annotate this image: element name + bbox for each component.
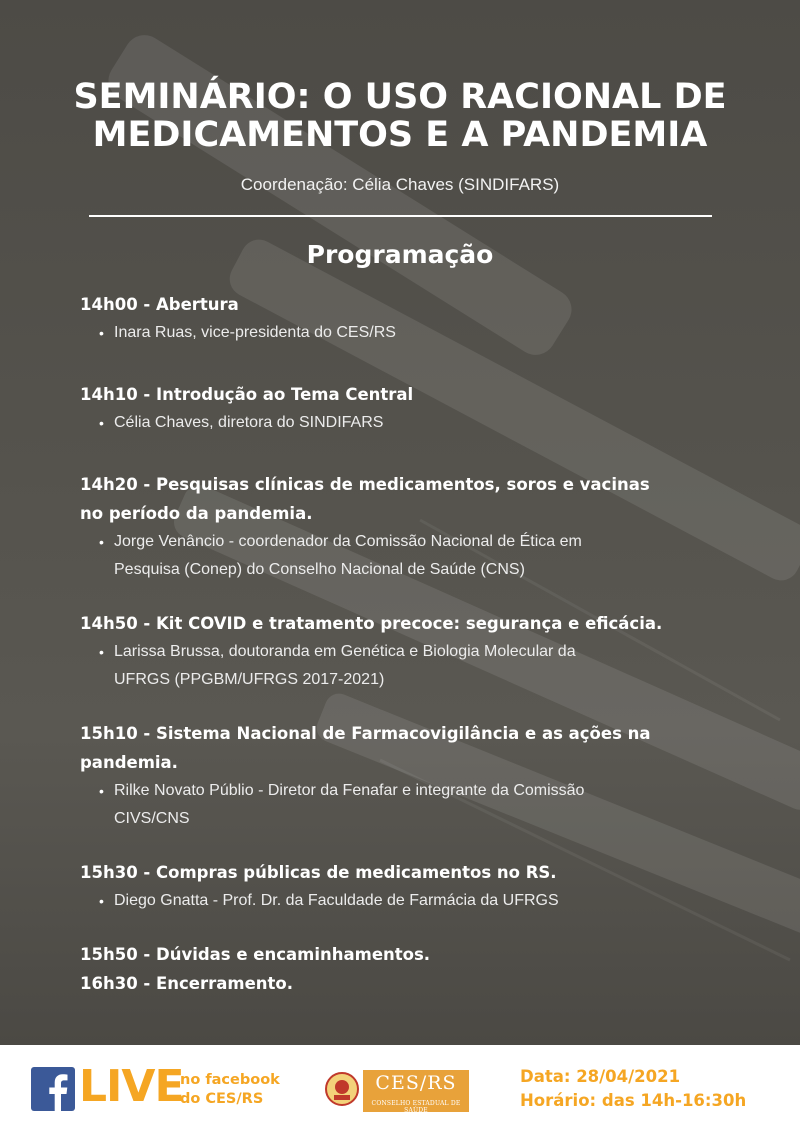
agenda-item: [80, 290, 720, 347]
facebook-caption-line-2: do CES/RS: [180, 1091, 264, 1107]
agenda-item-speaker: [80, 638, 720, 666]
agenda-item-title: 16h30 - Encerramento.: [80, 974, 294, 993]
agenda-item-title: 14h20 - Pesquisas clínicas de medicamentos, soros e vacinas: [80, 475, 650, 494]
agenda-item-title: 14h10 - Introdução ao Tema Central: [80, 385, 414, 404]
speaker-text: Diego Gnatta - Prof. Dr. da Faculdade de Farmácia da UFRGS: [114, 892, 559, 909]
speaker-text: Inara Ruas, vice-presidenta do CES/RS: [114, 324, 396, 341]
agenda-item: [80, 470, 720, 584]
agenda-item-title: 15h10 - Sistema Nacional de Farmacovigilância e as ações na: [80, 724, 651, 743]
title-divider: [89, 215, 712, 217]
agenda-item-speaker: [80, 528, 720, 556]
speaker-text: Larissa Brussa, doutoranda em Genética e Biologia Molecular da: [114, 643, 576, 660]
agenda-item-speaker-cont: CIVS/CNS: [114, 810, 190, 827]
agenda-item: [80, 380, 720, 437]
agenda-item-speaker: [80, 319, 720, 347]
program-heading: Programação: [306, 240, 494, 269]
ces-subtitle: CONSELHO ESTADUAL DE SAÚDE: [371, 1100, 461, 1114]
bullet-icon: •: [99, 893, 104, 909]
bullet-icon: •: [99, 644, 104, 660]
agenda-item-speaker-cont: Pesquisa (Conep) do Conselho Nacional de Saúde (CNS): [114, 561, 525, 578]
live-label[interactable]: LIVE: [79, 1061, 184, 1112]
bullet-icon: •: [99, 783, 104, 799]
agenda-item: [80, 719, 720, 833]
coordination-text: Coordenação: Célia Chaves (SINDIFARS): [240, 175, 560, 194]
bullet-icon: •: [99, 325, 104, 341]
event-time: Horário: das 14h-16:30h: [520, 1091, 747, 1110]
bullet-icon: •: [99, 534, 104, 550]
ces-name-box: [363, 1070, 469, 1112]
agenda-item: [80, 858, 720, 915]
agenda-item-title: 15h30 - Compras públicas de medicamentos no RS.: [80, 863, 557, 882]
speaker-text: Jorge Venâncio - coordenador da Comissão Nacional de Ética em: [114, 533, 582, 550]
speaker-text: Rilke Novato Públio - Diretor da Fenafar e integrante da Comissão: [114, 782, 585, 799]
agenda-item-speaker-cont: UFRGS (PPGBM/UFRGS 2017-2021): [114, 671, 385, 688]
agenda-item-title-cont: no período da pandemia.: [80, 504, 313, 523]
agenda-item-title-cont: pandemia.: [80, 753, 178, 772]
event-date-time: [520, 1065, 746, 1113]
event-date: Data: 28/04/2021: [520, 1067, 681, 1086]
speaker-text: Célia Chaves, diretora do SINDIFARS: [114, 414, 384, 431]
agenda-item-title: 15h50 - Dúvidas e encaminhamentos.: [80, 945, 431, 964]
agenda-item: [80, 969, 720, 998]
facebook-caption: [180, 1071, 280, 1109]
agenda-item-speaker: [80, 777, 720, 805]
agenda-item: [80, 609, 720, 694]
footer-bar: [0, 1045, 800, 1132]
ces-name: CES/RS: [375, 1072, 457, 1094]
agenda-item-speaker: [80, 887, 720, 915]
ces-rs-logo: [325, 1070, 470, 1112]
facebook-caption-line-1: no facebook: [180, 1072, 280, 1088]
facebook-icon[interactable]: [31, 1067, 75, 1111]
ces-seal-icon: [325, 1072, 359, 1106]
agenda-item-title: 14h00 - Abertura: [80, 295, 239, 314]
agenda-item: [80, 940, 720, 969]
title-line-2: MEDICAMENTOS E A PANDEMIA: [92, 115, 708, 155]
agenda-item-title: 14h50 - Kit COVID e tratamento precoce: segurança e eficácia.: [80, 614, 663, 633]
title-line-1: SEMINÁRIO: O USO RACIONAL DE: [73, 77, 727, 117]
bullet-icon: •: [99, 415, 104, 431]
agenda-item-speaker: [80, 409, 720, 437]
program-agenda: [80, 290, 720, 998]
seminar-title: [40, 78, 760, 154]
